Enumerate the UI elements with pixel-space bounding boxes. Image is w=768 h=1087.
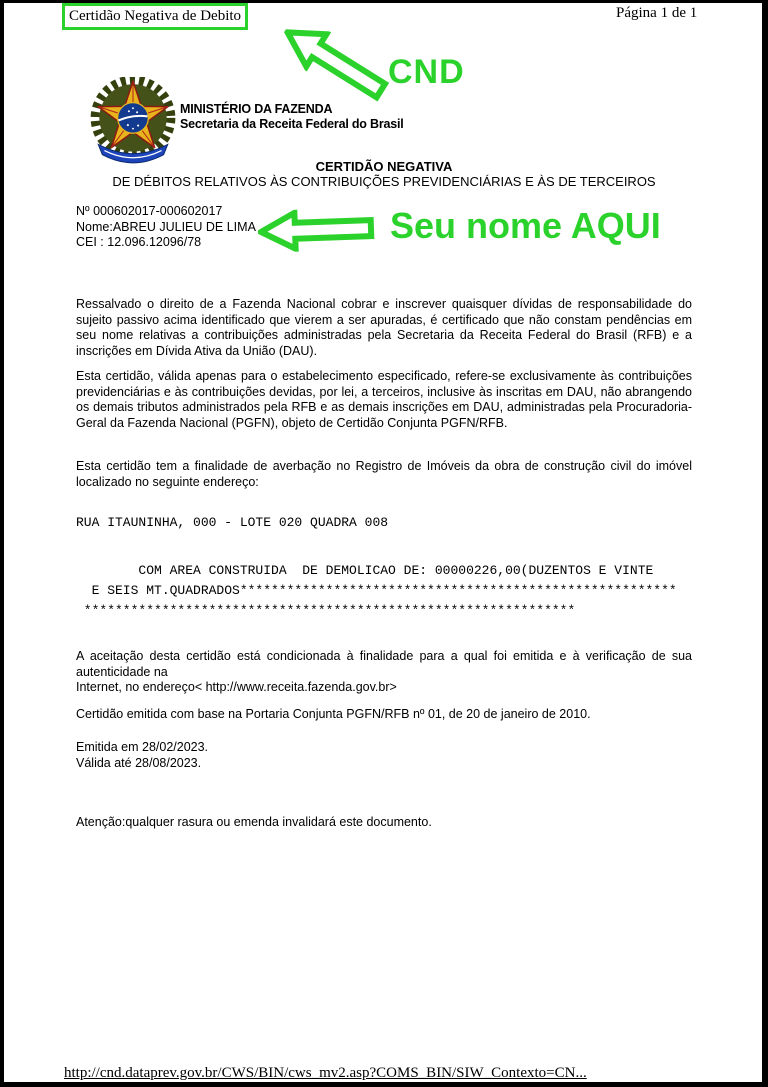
- clause-purpose: Esta certidão tem a finalidade de averbação no Registro de Imóveis da obra de construção civil do imóvel localizado no seguinte endereço:: [76, 459, 692, 489]
- clause-scope: Esta certidão, válida apenas para o estabelecimento especificado, refere-se exclusivamente às contribuições previdenciárias e às contribuições devidas, por lei, a terceiros, inclusive às inscritas em DAU, não abrangendo os demais tributos administrados pela RFB e as demais inscrições em DAU, administradas pela Procuradoria-Geral da Fazenda Nacional (PGFN), objeto de Certidão Conjunta PGFN/RFB.: [76, 369, 692, 430]
- area-description-line3: ***************************************************************: [76, 603, 576, 618]
- area-description-block: [76, 561, 692, 621]
- green-arrow-up-left-icon: [273, 11, 397, 113]
- certificate-holder-name: Nome:ABREU JULIEU DE LIMA: [76, 219, 256, 234]
- area-description-line2: E SEIS MT.QUADRADOS********************************************************: [76, 583, 677, 598]
- ministry-name: MINISTÉRIO DA FAZENDA: [180, 102, 333, 116]
- acceptance-clause-line2: autenticidade na: [76, 664, 168, 679]
- certificate-cei: CEI : 12.096.12096/78: [76, 235, 202, 249]
- area-description-line1: COM AREA CONSTRUIDA DE DEMOLICAO DE: 00000226,00(DUZENTOS E VINTE: [76, 563, 654, 578]
- acceptance-clause: [76, 649, 692, 696]
- certificate-number: Nº 000602017-000602017: [76, 204, 223, 218]
- header-document-title-box: [62, 3, 248, 30]
- agency-block: [180, 102, 404, 132]
- dates-block: [76, 740, 692, 771]
- legal-basis: Certidão emitida com base na Portaria Conjunta PGFN/RFB nº 01, de 20 de janeiro de 2010.: [76, 707, 591, 721]
- header-document-title: Certidão Negativa de Debito: [69, 8, 242, 24]
- name-annotation-label: Seu nome AQUI: [390, 205, 661, 246]
- acceptance-clause-line1: A aceitação desta certidão está condicionada à finalidade para a qual foi emitida e à verificação de sua: [76, 649, 692, 663]
- attention-note: Atenção:qualquer rasura ou emenda invalidará este documento.: [76, 815, 432, 829]
- acceptance-clause-line3: Internet, no endereço< http://www.receita.fazenda.gov.br>: [76, 680, 397, 694]
- certificate-info-block: [76, 204, 256, 251]
- valid-until-date: Válida até 28/08/2023.: [76, 755, 202, 770]
- clause-reservation: Ressalvado o direito de a Fazenda Nacional cobrar e inscrever quaisquer dívidas de responsabilidade do sujeito passivo acima identificado que vierem a ser apuradas, é certificado que não constam pendências em seu nome relativas a contribuições administradas pela Secretaria da Receita Federal do Brasil (RFB) e a inscrições em Dívida Ativa da União (DAU).: [76, 297, 692, 358]
- brazil-coat-of-arms-logo: [84, 77, 182, 167]
- cnd-annotation-label: CND: [388, 53, 465, 91]
- certificate-title: CERTIDÃO NEGATIVA: [315, 159, 453, 174]
- footer-url: http://cnd.dataprev.gov.br/CWS/BIN/cws_mv2.asp?COMS_BIN/SIW_Contexto=CN...: [64, 1065, 587, 1081]
- property-address: RUA ITAUNINHA, 000 - LOTE 020 QUADRA 008: [76, 515, 389, 530]
- page-number: Página 1 de 1: [616, 5, 698, 21]
- certificate-subtitle: DE DÉBITOS RELATIVOS ÀS CONTRIBUIÇÕES PREVIDENCIÁRIAS E ÀS DE TERCEIROS: [112, 174, 656, 189]
- issue-date: Emitida em 28/02/2023.: [76, 740, 209, 754]
- secretariat-name: Secretaria da Receita Federal do Brasil: [180, 117, 404, 131]
- certificate-title-block: [76, 159, 692, 189]
- green-arrow-left-icon: [257, 207, 376, 253]
